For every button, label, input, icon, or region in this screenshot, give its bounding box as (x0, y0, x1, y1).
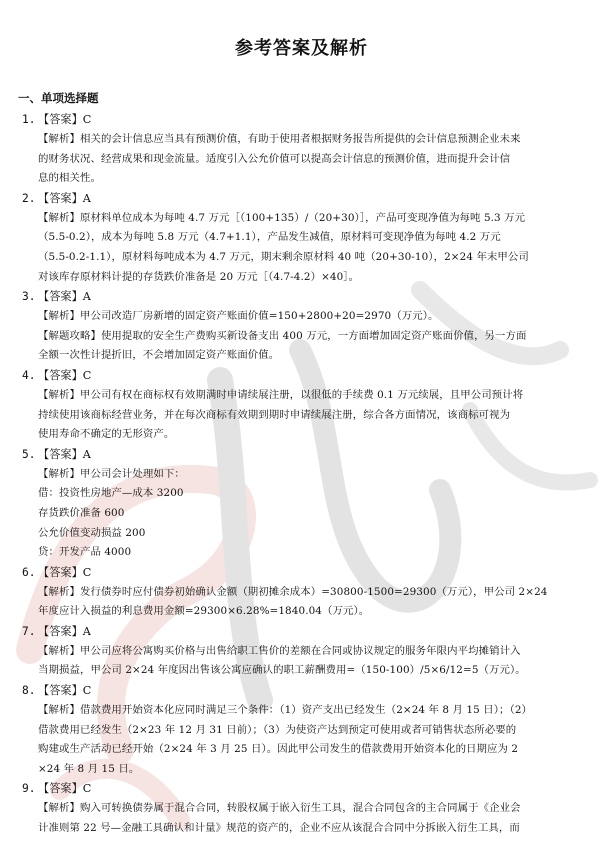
question-number: 9. (22, 782, 36, 796)
explanation-line: 【解析】购入可转换债券属于混合合同，转股权属于嵌入衍生工具，混合合同包含的主合同属于《企业会 (38, 802, 521, 815)
answer-line (22, 681, 582, 701)
question-number: 6. (22, 565, 36, 579)
explanation-line: 【解题攻略】使用提取的安全生产费购买新设备支出 400 万元，一方面增加固定资产账面价值，另一方面 (38, 329, 527, 342)
explanation-line: 购建或生产活动已经开始（2×24 年 3 月 25 日）。因此甲公司发生的借款费用开始资本化的日期应为 2 (38, 743, 519, 756)
answer-text: 【答案】A (38, 290, 91, 304)
explanation-line: 使用寿命不确定的无形资产。 (38, 428, 175, 441)
answer-text: 【答案】A (38, 624, 91, 638)
explanation-line: 借款费用已经发生（2×23 年 12 月 31 日前）；（3）为使资产达到预定可使用或者可销售状态所必要的 (38, 723, 517, 736)
answer-line (22, 563, 582, 583)
explanation-line: 对该库存原材料计提的存货跌价准备是 20 万元［（4.7-4.2）×40］。 (38, 270, 360, 283)
explanation-line: 【解析】甲公司应将公寓购买价格与出售给职工售价的差额在合同或协议规定的服务年限内平均摊销计入 (38, 644, 521, 657)
explanation-line: 的财务状况、经营成果和现金流量。适度引入公允价值可以提高会计信息的预测价值，进而提升会计信 (38, 152, 511, 165)
answer-line (22, 445, 582, 465)
explanation-line: 贷：开发产品 4000 (38, 546, 132, 559)
question-number: 8. (22, 684, 36, 698)
question-block (22, 779, 582, 838)
explanation-line: 持续使用该商标经营业务，并在每次商标有效期到期时申请续展注册，综合各方面情况，该商标可视为 (38, 408, 511, 421)
question-number: 7. (22, 624, 36, 638)
answer-line (22, 779, 582, 799)
answer-text: 【答案】A (38, 447, 91, 461)
section-heading: 一、单项选择题 (18, 91, 99, 105)
question-block (22, 287, 582, 366)
explanation-line: 息的相关性。 (38, 172, 101, 185)
explanation-line: 当期损益，甲公司 2×24 年度因出售该公寓应确认的职工薪酬费用=（150-100）/5×6/12=5（万元）。 (38, 664, 526, 677)
answer-line (22, 287, 582, 307)
explanation-line: 【解析】甲公司改造厂房新增的固定资产账面价值=150+2800+20=2970（万元）。 (38, 310, 439, 323)
explanation-line: 年度应计入损益的利息费用金额=29300×6.28%=1840.04（万元）。 (38, 605, 370, 618)
explanation-line: 【解析】相关的会计信息应当具有预测价值，有助于使用者根据财务报告所提供的会计信息预测企业未来 (38, 133, 521, 145)
page-title: 参考答案及解析 (235, 38, 368, 59)
answer-line (22, 189, 582, 209)
explanation-line: 【解析】原材料单位成本为每吨 4.7 万元［（100+135）/（20+30）］，产品可变现净值为每吨 5.3 万元 (38, 211, 526, 224)
question-block (22, 622, 582, 681)
explanation-line: （5.5-0.2），成本为每吨 5.8 万元（4.7+1.1），产品发生减值，原材料可变现净值为每吨 4.2 万元 (38, 231, 501, 244)
question-block (22, 445, 582, 563)
answer-text: 【答案】A (38, 191, 91, 205)
question-block (22, 110, 582, 189)
question-block (22, 563, 582, 622)
question-number: 3. (22, 290, 36, 304)
explanation-line: 【解析】发行债券时应付债券初始确认金额（期初摊余成本）=30800-1500=29300（万元），甲公司 2×24 (38, 585, 548, 598)
answer-line (22, 110, 582, 130)
question-number: 4. (22, 368, 36, 382)
question-number: 1. (22, 113, 36, 126)
explanation-line: 【解析】甲公司会计处理如下： (38, 467, 185, 480)
answer-text: 【答案】C (38, 565, 92, 579)
question-number: 5. (22, 447, 36, 461)
explanation-line: 【解析】甲公司有权在商标权有效期满时申请续展注册，以很低的手续费 0.1 万元续展，且甲公司预计将 (38, 388, 524, 401)
question-number: 2. (22, 191, 36, 205)
answer-text: 【答案】C (38, 782, 92, 796)
question-block (22, 366, 582, 445)
explanation-line: 【解析】借款费用开始资本化应同时满足三个条件：（1）资产支出已经发生（2×24 年 8 月 15 日）；（2） (38, 704, 533, 717)
answer-line (22, 622, 582, 642)
explanation-line: ×24 年 8 月 15 日。 (38, 762, 140, 775)
answer-list (22, 110, 582, 839)
question-block (22, 681, 582, 779)
explanation-line: 计准则第 22 号—金融工具确认和计量》规范的资产的，企业不应从该混合合同中分拆嵌入衍生工具，而 (38, 822, 520, 835)
answer-text: 【答案】C (38, 684, 92, 698)
explanation-line: 全额一次性计提折旧，不会增加固定资产账面价值。 (38, 349, 280, 362)
answer-text: 【答案】C (38, 368, 92, 382)
explanation-line: 公允价值变动损益 200 (38, 526, 146, 539)
question-block (22, 189, 582, 287)
explanation-line: （5.5-0.2-1.1），原材料每吨成本为 4.7 万元，期末剩余原材料 40 吨（20+30-10），2×24 年末甲公司 (38, 250, 529, 263)
answer-text: 【答案】C (38, 113, 92, 126)
explanation-line: 存货跌价准备 600 (38, 506, 125, 519)
answer-line (22, 366, 582, 386)
explanation-line: 借：投资性房地产—成本 3200 (38, 487, 184, 500)
